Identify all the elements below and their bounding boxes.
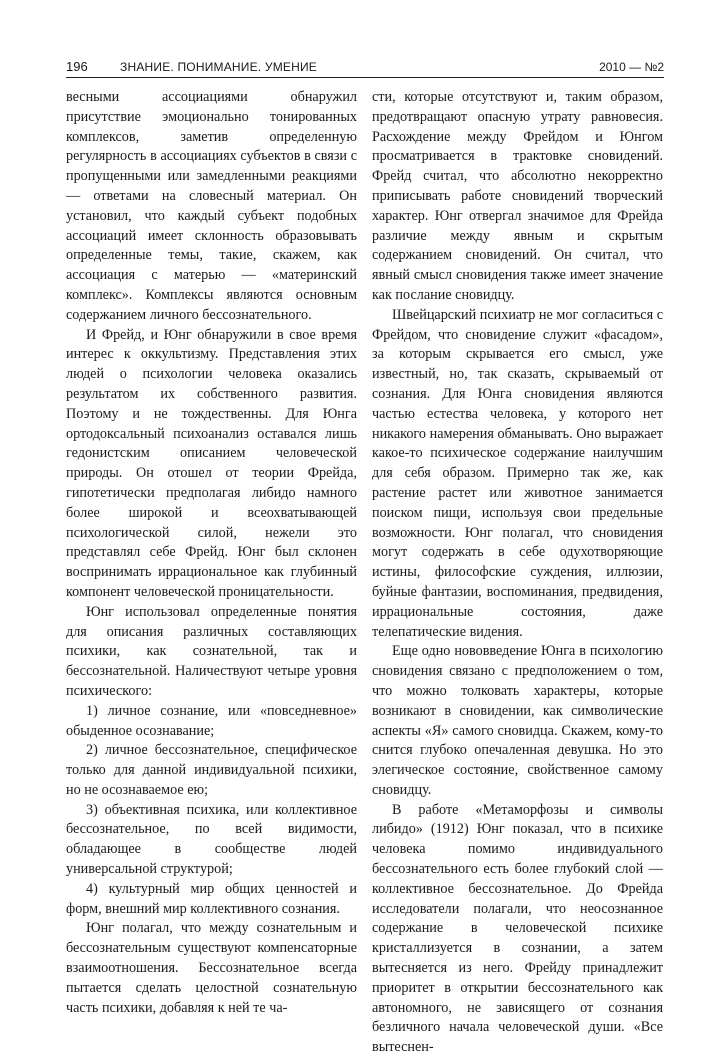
list-item: 2) личное бессознательное, специфическое только для данной индивидуальной психики, но не осознаваемое ею; <box>66 742 357 798</box>
list-item: 3) объективная психика, или коллективное бессознательное, по всей видимости, обладающее в сообществе людей универсальной структурой; <box>66 801 357 878</box>
paragraph: Швейцарский психиатр не мог согласиться с Фрейдом, что сновидение служит «фасадом», за которым скрывается его смысл, уже известный, но, так сказать, скрываемый от сознания. Для Юнга сновидения являются частью естества человека, у которого нет никакого намерения обманывать. Оно выражает какое-то психическое содержание наилучшим для себя образом. Примерно так же, как растение растет или животное занимается поиском пищи, используя свои предельные возможности. Юнг полагал, что сновидения могут содержать в себе одухотворяющие истины, философские суждения, иллюзии, буйные фантазии, воспоминания, предвидения, иррациональные состояния, даже телепатические видения. <box>372 306 663 640</box>
paragraph: весными ассоциациями обнаружил присутствие эмоционально тонированных комплексов, заметив определенную регулярность в ассоциациях субъектов в связи с пропущенными или замедленными реакциями — ответами на словесный материал. Он установил, что каждый субъект подобных ассоциаций имеет склонность образовывать определенные темы, такие, скажем, как ассоциация с матерью — «материнский комплекс». Комплексы являются основным содержанием личного бессознательного. <box>66 89 357 323</box>
left-column <box>66 88 357 1018</box>
paragraph: Еще одно нововведение Юнга в психологию сновидения связано с предположением о том, что можно толковать характеры, которые возникают в сновидении, как символические аспекты «Я» самого сновидца. Скажем, кому-то снится глубоко опечаленная девушка. Но это элегическое состояние, свойственное самому сновидцу. <box>372 643 663 798</box>
right-column <box>372 88 663 1058</box>
page-number: 196 <box>66 59 88 74</box>
journal-title: ЗНАНИЕ. ПОНИМАНИЕ. УМЕНИЕ <box>120 60 318 74</box>
header-rule <box>66 77 664 78</box>
paragraph: Юнг использовал определенные понятия для описания различных составляющих психики, как сознательной, так и бессознательной. Наличествуют четыре уровня психического: <box>66 603 357 699</box>
paragraph: И Фрейд, и Юнг обнаружили в свое время интерес к оккультизму. Представления этих людей о психологии человека оказались результатом их собственного развития. Поэтому и не тождественны. Для Юнга ортодоксальный психоанализ оставался лишь гедонистским описанием человеческой природы. Он отошел от теории Фрейда, гипотетически предполагая либидо намного более широкой и всеохватывающей психологической силой, нежели это представлял себе Фрейд. Юнг был склонен воспринимать иррациональное как глубинный компонент человеческой проницательности. <box>66 326 357 600</box>
paragraph: сти, которые отсутствуют и, таким образом, предотвращают опасную утрату равновесия. Расхождение между Фрейдом и Юнгом просматривается в трактовке сновидений. Фрейд считал, что абсолютно некорректно приписывать работе сновидений творческий характер. Юнг отвергал значимое для Фрейда различие между явным и скрытым содержанием сновидений. Он считал, что явный смысл сновидения также имеет значение как послание сновидцу. <box>372 89 663 303</box>
paragraph: В работе «Метаморфозы и символы либидо» (1912) Юнг показал, что в психике человека помимо индивидуального бессознательного есть более глубокий слой — коллективное бессознательное. До Фрейда исследователи полагали, что неосознанное содержание в человеческой психике кристаллизуется в сознании, а затем вытесняется из него. Фрейду принадлежит приоритет в открытии бессознательного как автономного, не зависящего от сознания безличного начала человеческой души. «Все вытеснен- <box>372 801 663 1056</box>
running-header <box>66 58 664 76</box>
list-item: 1) личное сознание, или «повседневное» обыденное осознавание; <box>66 702 357 739</box>
issue-number: 2010 — №2 <box>599 60 664 74</box>
list-item: 4) культурный мир общих ценностей и форм, внешний мир коллективного сознания. <box>66 880 357 917</box>
paragraph: Юнг полагал, что между сознательным и бессознательным существуют компенсаторные взаимоотношения. Бессознательное всегда пытается сделать целостной сознательную часть психики, добавляя к ней те ча- <box>66 920 357 1016</box>
